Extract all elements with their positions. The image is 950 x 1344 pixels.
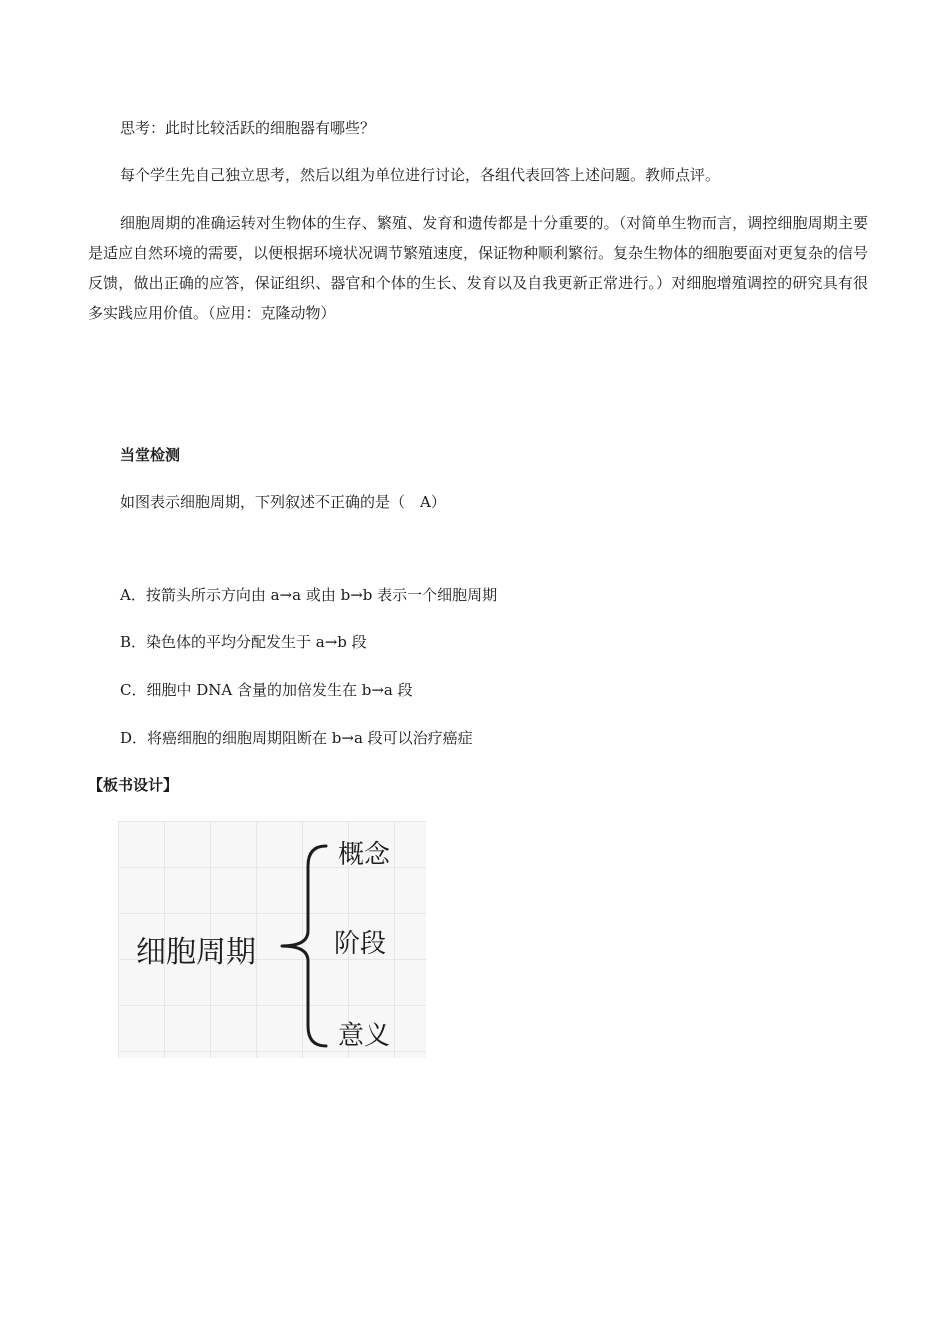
quiz-option-d: D．将癌细胞的细胞周期阻断在 b→a 段可以治疗癌症 bbox=[120, 729, 473, 747]
quiz-heading: 当堂检测 bbox=[120, 446, 181, 464]
board-branch-concept: 概念 bbox=[338, 840, 391, 870]
quiz-question: 如图表示细胞周期，下列叙述不正确的是（ A） bbox=[120, 493, 446, 511]
think-question: 思考：此时比较活跃的细胞器有哪些？ bbox=[120, 119, 376, 137]
quiz-option-a: A．按箭头所示方向由 a→a 或由 b→b 表示一个细胞周期 bbox=[120, 586, 498, 604]
quiz-option-c: C．细胞中 DNA 含量的加倍发生在 b→a 段 bbox=[120, 681, 413, 699]
board-branch-significance: 意义 bbox=[338, 1021, 391, 1051]
quiz-option-b: B．染色体的平均分配发生于 a→b 段 bbox=[120, 633, 367, 651]
significance-paragraph: 细胞周期的准确运转对生物体的生存、繁殖、发育和遗传都是十分重要的。（对简单生物而言，调控细胞周期主要是适应自然环境的需要，以便根据环境状况调节繁殖速度，保证物种顺利繁衍。复杂生物体的细胞要面对更复杂的信号反馈，做出正确的应答，保证组织、器官和个体的生长、发育以及自我更新正常进行。）对细胞增殖调控的研究具有很多实践应用价值。（应用：克隆动物） bbox=[88, 214, 869, 322]
board-design-diagram bbox=[118, 821, 426, 1058]
board-root-label: 细胞周期 bbox=[136, 935, 256, 970]
board-design-heading: 【板书设计】 bbox=[88, 776, 179, 794]
board-branch-stages: 阶段 bbox=[334, 929, 387, 959]
discussion-instruction: 每个学生先自己独立思考，然后以组为单位进行讨论，各组代表回答上述问题。教师点评。 bbox=[120, 166, 721, 184]
